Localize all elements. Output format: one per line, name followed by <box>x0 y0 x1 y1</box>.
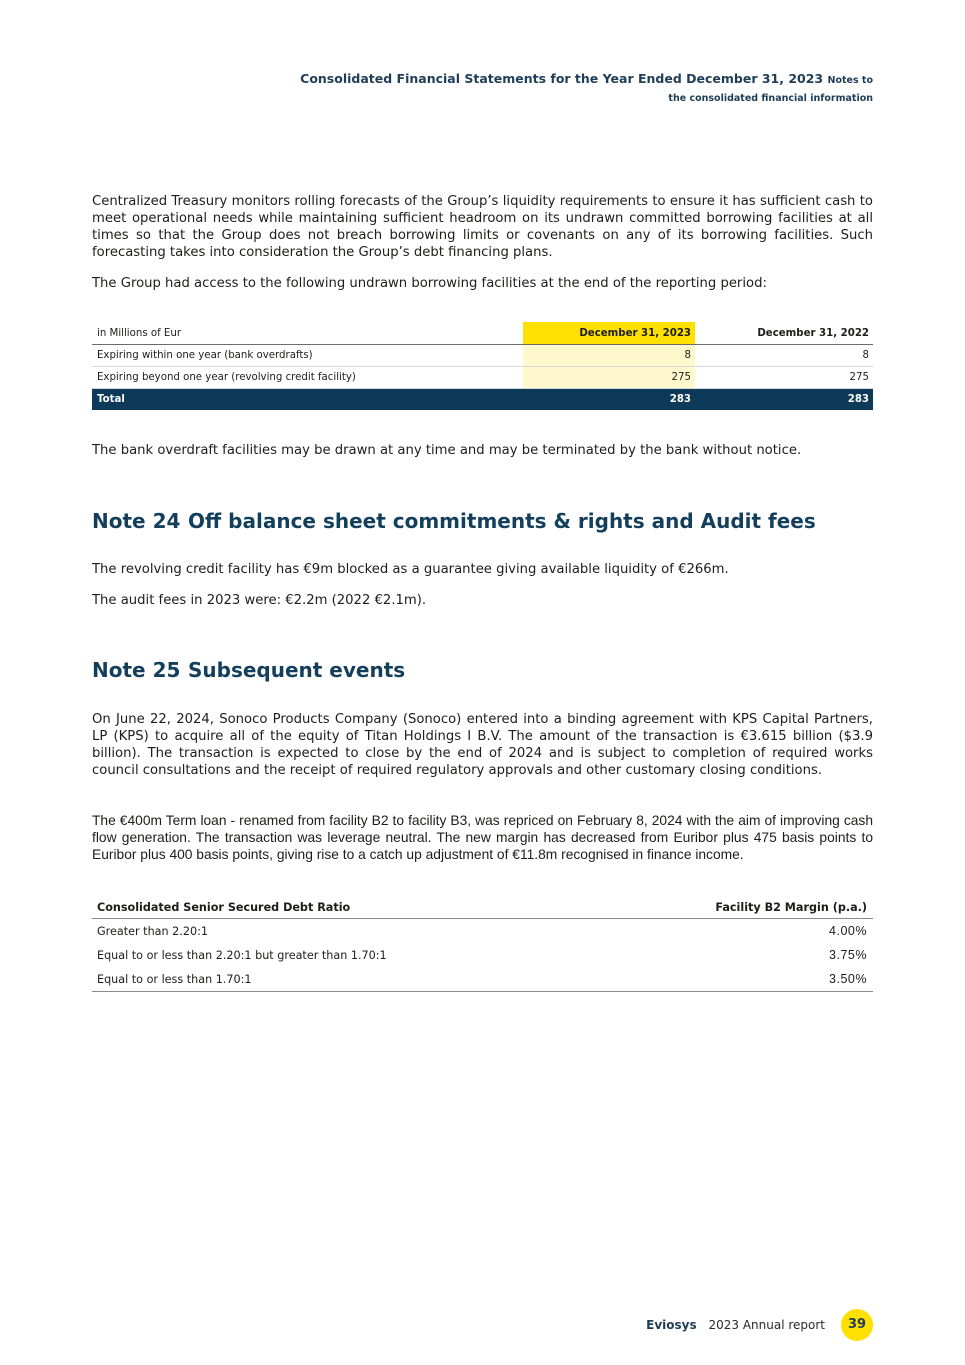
row-value-2023: 275 <box>523 367 695 389</box>
row-value-2023: 8 <box>523 345 695 367</box>
note-24-heading <box>92 509 816 533</box>
table-header-row <box>92 896 873 919</box>
row-value-2022: 8 <box>695 345 873 367</box>
ratio-cell: Greater than 2.20:1 <box>97 924 208 938</box>
note-24-title: Off balance sheet commitments & rights and Audit fees <box>188 509 816 533</box>
header-subtitle: the consolidated financial information <box>668 93 873 104</box>
note-25-title: Subsequent events <box>188 658 406 682</box>
running-header <box>300 71 873 86</box>
table-header-row <box>92 322 873 345</box>
row-label: Expiring beyond one year (revolving credit facility) <box>92 367 523 389</box>
row-label: Expiring within one year (bank overdrafts) <box>92 345 523 367</box>
margin-cell: 3.50% <box>599 967 873 992</box>
page-footer <box>646 1318 825 1332</box>
header-title: Consolidated Financial Statements for the Year Ended December 31, 2023 <box>300 71 824 86</box>
margin-table <box>92 896 873 992</box>
liquidity-paragraph: Centralized Treasury monitors rolling forecasts of the Group’s liquidity requirements to ensure it has sufficient cash to meet operational needs while maintaining sufficient headroom on its undrawn committed borrowing facilities at all times so that the Group does not breach borrowing limits or covenants on any of its borrowing facilities. Such forecasting takes into consideration the Group’s debt financing plans. <box>92 194 873 260</box>
unit-label: in Millions of Eur <box>92 322 523 345</box>
note-24-audit-fees: The audit fees in 2023 were: €2.2m (2022 €2.1m). <box>92 593 427 608</box>
note-24-guarantee: The revolving credit facility has €9m blocked as a guarantee giving available liquidity of €266m. <box>92 562 729 577</box>
note-25-term-loan: The €400m Term loan - renamed from facility B2 to facility B3, was repriced on February 8, 2024 with the aim of improving cash flow generation. The transaction was leverage neutral. The new margin has decreased from Euribor plus 475 basis points to Euribor plus 400 basis points, giving rise to a catch up adjustment of €11.8m recognised in finance income. <box>92 813 873 862</box>
undrawn-facilities-table <box>92 322 873 410</box>
footer-report: 2023 Annual report <box>708 1318 825 1332</box>
ratio-cell: Equal to or less than 1.70:1 <box>92 967 599 992</box>
ratio-header: Consolidated Senior Secured Debt Ratio <box>92 896 599 919</box>
total-label: Total <box>92 389 523 411</box>
table-row <box>92 919 873 944</box>
col-2023-header: December 31, 2023 <box>523 322 695 345</box>
overdraft-note: The bank overdraft facilities may be drawn at any time and may be terminated by the bank without notice. <box>92 443 802 458</box>
margin-cell: 4.00% <box>829 924 867 938</box>
note-24-number: Note 24 <box>92 509 181 533</box>
note-25-heading <box>92 658 405 682</box>
footer-brand: Eviosys <box>646 1318 697 1332</box>
table-total-row <box>92 389 873 411</box>
facilities-intro: The Group had access to the following undrawn borrowing facilities at the end of the reporting period: <box>92 276 767 291</box>
note-25-acquisition: On June 22, 2024, Sonoco Products Company (Sonoco) entered into a binding agreement with KPS Capital Partners, LP (KPS) to acquire all of the equity of Titan Holdings I B.V. The amount of the transaction is €3.615 billion ($3.9 billion). The transaction is expected to close by the end of 2024 and is subject to completion of required works council consultations and the receipt of required regulatory approvals and other customary closing conditions. <box>92 712 873 778</box>
ratio-cell: Equal to or less than 2.20:1 but greater than 1.70:1 <box>97 948 387 962</box>
margin-header: Facility B2 Margin (p.a.) <box>599 896 873 919</box>
note-25-number: Note 25 <box>92 658 181 682</box>
table-row <box>92 943 873 967</box>
col-2022-header: December 31, 2022 <box>695 322 873 345</box>
total-value-2023: 283 <box>523 389 695 411</box>
table-row <box>92 967 873 992</box>
header-notes-to: Notes to <box>827 75 873 86</box>
table-row <box>92 367 873 389</box>
total-value-2022: 283 <box>695 389 873 411</box>
row-value-2022: 275 <box>695 367 873 389</box>
page-number: 39 <box>841 1309 873 1341</box>
margin-cell: 3.75% <box>829 948 867 962</box>
table-row <box>92 345 873 367</box>
